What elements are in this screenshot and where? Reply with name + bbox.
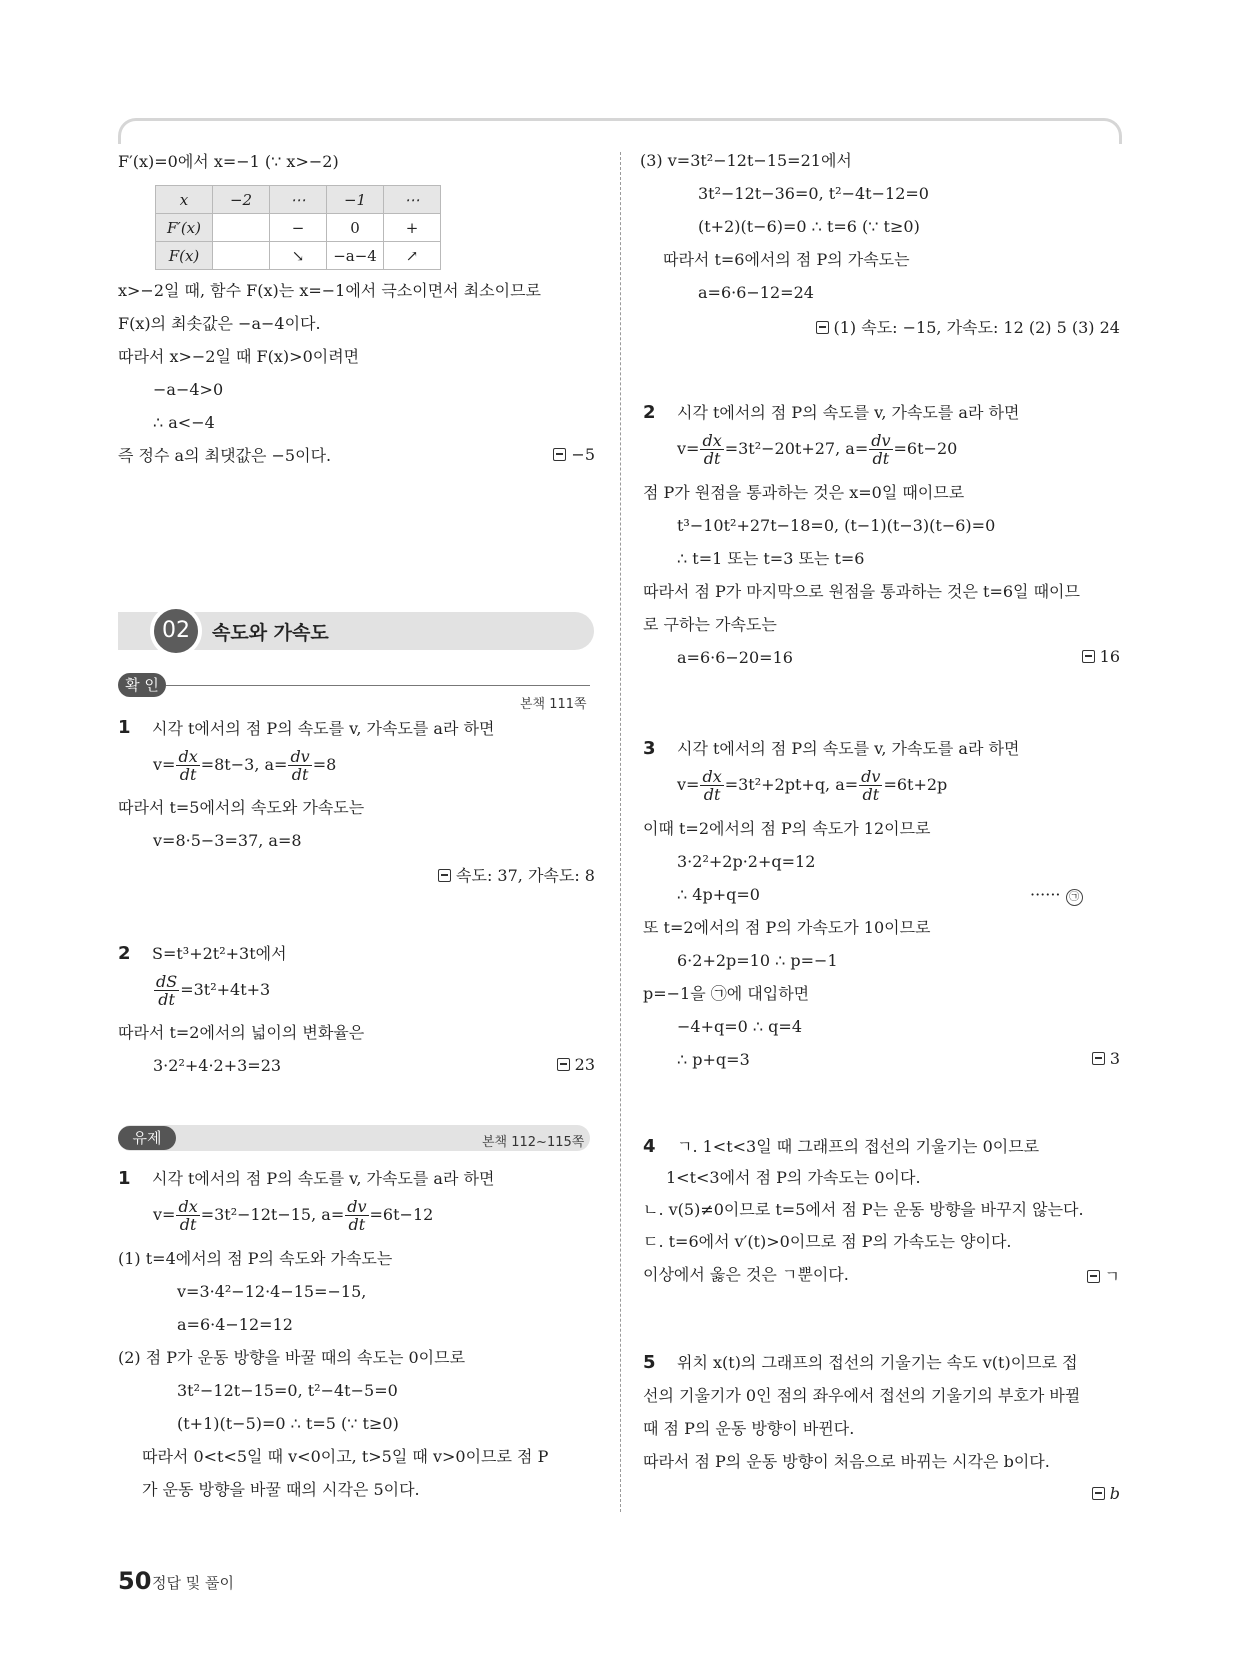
- problem-number: 2: [118, 943, 131, 964]
- fraction-denominator: dt: [862, 785, 880, 804]
- text-line: 3·2²+4·2+3=23: [153, 1056, 282, 1075]
- fraction-numerator: dx: [178, 1197, 198, 1216]
- problem-number: 1: [118, 717, 131, 738]
- table-cell: [213, 242, 270, 270]
- fraction-denominator: dt: [291, 765, 309, 784]
- text-line: (t+2)(t−6)=0 ∴ t=6 (∵ t≥0): [698, 217, 920, 236]
- table-cell: −1: [327, 186, 384, 214]
- fraction-numerator: dv: [871, 431, 891, 450]
- answer-icon: [557, 1058, 570, 1071]
- text-line: 시각 t에서의 점 P의 속도를 v, 가속도를 a라 하면: [677, 739, 1020, 758]
- text-line: ∴ p+q=3: [677, 1050, 750, 1069]
- table-cell: +: [384, 214, 441, 242]
- equation-part: v=: [153, 1205, 176, 1224]
- text-line: 시각 t에서의 점 P의 속도를 v, 가속도를 a라 하면: [152, 1169, 495, 1188]
- text-line: 3·2²+2p·2+q=12: [677, 852, 816, 871]
- text-line: a=6·6−12=24: [698, 283, 814, 302]
- text-line: F(x)의 최솟값은 −a−4이다.: [118, 314, 321, 333]
- text-line: a=6·4−12=12: [177, 1315, 293, 1334]
- text-line: 즉 정수 a의 최댓값은 −5이다.: [118, 446, 332, 465]
- equation-line: [153, 1198, 433, 1233]
- text-line: v=3·4²−12·4−15=−15,: [177, 1282, 367, 1301]
- marker-circle: ㉠: [1066, 889, 1083, 906]
- fraction: [869, 432, 892, 467]
- confirm-rule: [166, 685, 590, 686]
- problem-number: 5: [643, 1352, 656, 1373]
- text-line: ㄷ. t=6에서 v′(t)>0이므로 점 P의 가속도는 양이다.: [643, 1232, 1012, 1251]
- fraction: [176, 748, 199, 783]
- text-line: −a−4>0: [153, 380, 224, 399]
- table-cell: ⋯: [384, 186, 441, 214]
- text-line: ∴ t=1 또는 t=3 또는 t=6: [677, 549, 865, 568]
- top-border: [118, 118, 1122, 144]
- fraction-denominator: dt: [348, 1215, 366, 1234]
- problem-number: 3: [643, 738, 656, 759]
- text-line: 따라서 t=2에서의 넓이의 변화율은: [118, 1023, 365, 1042]
- text-line: 때 점 P의 운동 방향이 바뀐다.: [643, 1419, 855, 1438]
- text-line: 따라서 점 P의 운동 방향이 처음으로 바뀌는 시각은 b이다.: [643, 1452, 1050, 1471]
- equation-line: [677, 432, 957, 467]
- answer-icon: [553, 448, 566, 461]
- answer: [1087, 1264, 1120, 1287]
- answer: [438, 863, 595, 886]
- fraction-denominator: dt: [703, 449, 721, 468]
- text-line: 따라서 0<t<5일 때 v<0이고, t>5일 때 v>0이므로 점 P: [142, 1447, 549, 1466]
- answer-value: ㄱ: [1104, 1267, 1120, 1286]
- text-line: x>−2일 때, 함수 F(x)는 x=−1에서 극소이면서 최소이므로: [118, 281, 541, 300]
- equation-line: [677, 768, 947, 803]
- fraction-numerator: dx: [702, 431, 722, 450]
- table-cell: x: [156, 186, 213, 214]
- footer-title: 정답 및 풀이: [152, 1574, 234, 1592]
- fraction-denominator: dt: [158, 990, 175, 1009]
- text-line: 이상에서 옳은 것은 ㄱ뿐이다.: [643, 1265, 849, 1284]
- text-line: 점 P가 원점을 통과하는 것은 x=0일 때이므로: [643, 483, 965, 502]
- equation-part: =3t²−12t−15, a=: [200, 1205, 345, 1224]
- answer-icon: [1087, 1270, 1100, 1283]
- text-line: (t+1)(t−5)=0 ∴ t=5 (∵ t≥0): [177, 1414, 399, 1433]
- text-line: 6·2+2p=10 ∴ p=−1: [677, 951, 838, 970]
- table-row: [156, 242, 441, 270]
- fraction-numerator: dv: [861, 767, 881, 786]
- column-divider: [620, 152, 621, 1512]
- problem-number: 2: [643, 402, 656, 423]
- table-cell: F′(x): [156, 214, 213, 242]
- text-line: v=8·5−3=37, a=8: [153, 831, 302, 850]
- text-line: 3t²−12t−15=0, t²−4t−5=0: [177, 1381, 398, 1400]
- text-line: 1<t<3에서 점 P의 가속도는 0이다.: [666, 1168, 921, 1187]
- answer-value: −5: [571, 445, 595, 464]
- text-line: 이때 t=2에서의 점 P의 속도가 12이므로: [643, 819, 931, 838]
- page-number: 50: [118, 1567, 152, 1595]
- answer: [1092, 1049, 1120, 1068]
- answer-value: 3: [1109, 1049, 1120, 1068]
- text-line: 가 운동 방향을 바꿀 때의 시각은 5이다.: [142, 1480, 420, 1499]
- equation-part: v=: [677, 775, 700, 794]
- equation-part: =6t−12: [369, 1205, 434, 1224]
- equation-part: =6t+2p: [883, 775, 948, 794]
- section-number: 02: [150, 605, 202, 657]
- text-line: ㄴ. v(5)≠0이므로 t=5에서 점 P는 운동 방향을 바꾸지 않는다.: [643, 1200, 1084, 1219]
- text-line: t³−10t²+27t−18=0, (t−1)(t−3)(t−6)=0: [677, 516, 996, 535]
- fraction: [154, 973, 179, 1008]
- table-row: [156, 186, 441, 214]
- text-line: S=t³+2t²+3t에서: [152, 944, 287, 963]
- table-cell: −: [270, 214, 327, 242]
- text-line: 위치 x(t)의 그래프의 접선의 기울기는 속도 v(t)이므로 접: [677, 1353, 1078, 1372]
- text-line: a=6·6−20=16: [677, 648, 793, 667]
- fraction: [345, 1198, 368, 1233]
- table-cell: F(x): [156, 242, 213, 270]
- text-line: p=−1을 ㉠에 대입하면: [643, 984, 810, 1003]
- text-line: 따라서 t=5에서의 속도와 가속도는: [118, 798, 365, 817]
- text-line: 3t²−12t−36=0, t²−4t−12=0: [698, 184, 929, 203]
- fraction: [700, 432, 723, 467]
- equation-line: [153, 748, 336, 783]
- answer-value: b: [1109, 1484, 1120, 1503]
- answer-icon: [816, 321, 829, 334]
- table-cell: ↘: [270, 242, 327, 270]
- table-cell: −a−4: [327, 242, 384, 270]
- fraction: [288, 748, 311, 783]
- equation-part: v=: [153, 755, 176, 774]
- fraction-numerator: dx: [178, 747, 198, 766]
- text-line: F′(x)=0에서 x=−1 (∵ x>−2): [118, 152, 339, 171]
- sign-table: [155, 185, 441, 270]
- text-line: 따라서 점 P가 마지막으로 원점을 통과하는 것은 t=6일 때이므: [643, 582, 1080, 601]
- fraction-denominator: dt: [872, 449, 890, 468]
- answer-value: 16: [1099, 647, 1120, 666]
- answer-icon: [438, 869, 451, 882]
- answer-icon: [1092, 1052, 1105, 1065]
- text-line: 따라서 t=6에서의 점 P의 가속도는: [663, 250, 910, 269]
- text-line: ∴ a<−4: [153, 413, 215, 432]
- fraction: [859, 768, 882, 803]
- answer-value: 속도: 37, 가속도: 8: [456, 866, 595, 885]
- table-cell: ⋯: [270, 186, 327, 214]
- table-cell: −2: [213, 186, 270, 214]
- problem-number: 1: [118, 1168, 131, 1189]
- equation-part: =3t²−20t+27, a=: [724, 439, 869, 458]
- fraction-denominator: dt: [179, 765, 197, 784]
- fraction-denominator: dt: [179, 1215, 197, 1234]
- text-line: (2) 점 P가 운동 방향을 바꿀 때의 속도는 0이므로: [118, 1348, 466, 1367]
- exercise-reference: 본책 112~115쪽: [482, 1135, 585, 1150]
- fraction-numerator: dS: [156, 972, 178, 991]
- text-line: 로 구하는 가속도는: [643, 615, 777, 634]
- section-title: 속도와 가속도: [212, 622, 329, 644]
- equation-marker: [1030, 884, 1083, 906]
- text-line: 따라서 x>−2일 때 F(x)>0이려면: [118, 347, 360, 366]
- fraction: [700, 768, 723, 803]
- confirm-reference: 본책 111쪽: [520, 697, 587, 712]
- answer-icon: [1092, 1487, 1105, 1500]
- problem-number: 4: [643, 1136, 656, 1157]
- answer: [553, 445, 595, 464]
- answer-value: 23: [574, 1055, 595, 1074]
- equation-part: =8: [312, 755, 337, 774]
- answer: [1082, 647, 1120, 666]
- text-line: 시각 t에서의 점 P의 속도를 v, 가속도를 a라 하면: [677, 403, 1020, 422]
- answer: [816, 315, 1121, 338]
- equation-line: [153, 973, 270, 1008]
- equation-part: =3t²+2pt+q, a=: [724, 775, 859, 794]
- fraction: [176, 1198, 199, 1233]
- table-cell: 0: [327, 214, 384, 242]
- text-line: 선의 기울기가 0인 점의 좌우에서 접선의 기울기의 부호가 바뀔: [643, 1386, 1081, 1405]
- answer-value: (1) 속도: −15, 가속도: 12 (2) 5 (3) 24: [833, 318, 1120, 337]
- answer: [1092, 1484, 1120, 1503]
- confirm-label: 확 인: [118, 673, 166, 697]
- text-line: 또 t=2에서의 점 P의 가속도가 10이므로: [643, 918, 931, 937]
- exercise-label: 유제: [118, 1126, 176, 1150]
- fraction-numerator: dv: [347, 1197, 367, 1216]
- answer-icon: [1082, 650, 1095, 663]
- fraction-numerator: dx: [702, 767, 722, 786]
- equation-part: v=: [677, 439, 700, 458]
- fraction-numerator: dv: [290, 747, 310, 766]
- text-line: (1) t=4에서의 점 P의 속도와 가속도는: [118, 1249, 393, 1268]
- text-line: −4+q=0 ∴ q=4: [677, 1017, 802, 1036]
- equation-part: =3t²+4t+3: [180, 980, 271, 999]
- table-cell: ↗: [384, 242, 441, 270]
- text-line: (3) v=3t²−12t−15=21에서: [640, 151, 852, 170]
- fraction-denominator: dt: [703, 785, 721, 804]
- dots: ······: [1030, 885, 1061, 904]
- equation-part: =8t−3, a=: [200, 755, 288, 774]
- table-row: [156, 214, 441, 242]
- text-line: ∴ 4p+q=0: [677, 885, 760, 904]
- text-line: ㄱ. 1<t<3일 때 그래프의 접선의 기울기는 0이므로: [677, 1137, 1040, 1156]
- table-cell: [213, 214, 270, 242]
- equation-part: =6t−20: [893, 439, 958, 458]
- text-line: 시각 t에서의 점 P의 속도를 v, 가속도를 a라 하면: [152, 719, 495, 738]
- answer: [557, 1055, 595, 1074]
